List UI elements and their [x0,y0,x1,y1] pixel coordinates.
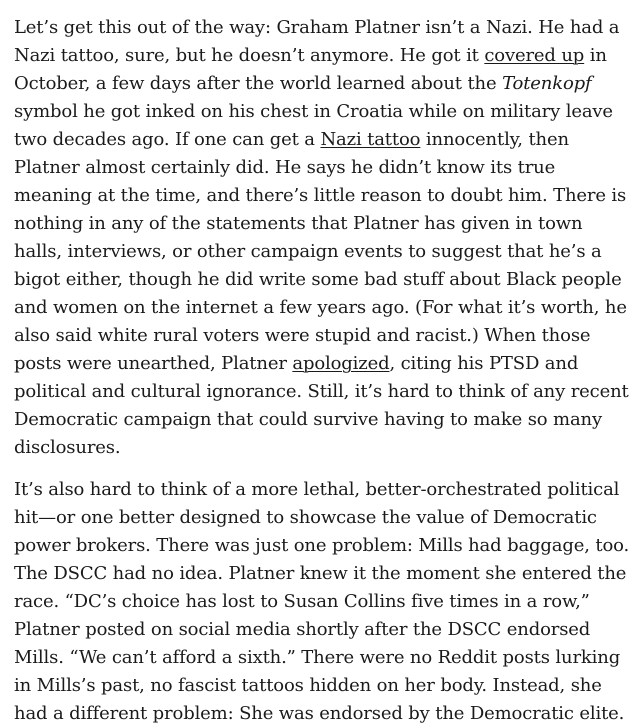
paragraph-2: It’s also hard to think of a more lethal, better-orchestrated political hit—or one better designed to showcase the value of Democratic power brokers. There was just one problem: Mills had baggage, too. The DSCC had no idea. Platner knew it the moment she entered the race. “DC’s choice has lost to Susan Collins five times in a row,” Platner posted on social media shortly after the DSCC endorsed Mills. “We can’t afford a sixth.” There were no Reddit posts lurking in Mills’s past, no fascist tattoos hidden on her body. Instead, she had a different problem: She was endorsed by the Democratic elite. [14,479,630,724]
paragraph-1-text-e: , citing his PTSD and political and cultural ignorance. Still, it’s hard to think of any recent Democratic campaign that could survive having to make so many disclosures. [14,353,629,458]
totenkopf-emphasis: Totenkopf [502,73,592,94]
paragraph-1-text-c: symbol he got inked on his chest in Croatia while on military leave two decades ago. If one can get a [14,101,613,150]
link-apologized[interactable]: apologized [292,353,390,374]
paragraph-1-text-a: Let’s get this out of the way: Graham Platner isn’t a Nazi. He had a Nazi tattoo, sure, but he doesn’t anymore. He got it [14,17,620,66]
link-covered-up[interactable]: covered up [484,45,585,66]
paragraph-1-text-d: innocently, then Platner almost certainly did. He says he didn’t know its true meaning at the time, and there’s little reason to doubt him. There is nothing in any of the statements that Platner has given in town halls, interviews, or other campaign events to suggest that he’s a bigot either, though he did write some bad stuff about Black people and women on the internet a few years ago. (For what it’s worth, he also said white rural voters were stupid and racist.) When those posts were unearthed, Platner [14,129,627,374]
paragraph-1-text-b: in October, a few days after the world learned about the [14,45,607,94]
link-nazi-tattoo[interactable]: Nazi tattoo [320,129,421,150]
paragraph-1 [14,14,631,462]
